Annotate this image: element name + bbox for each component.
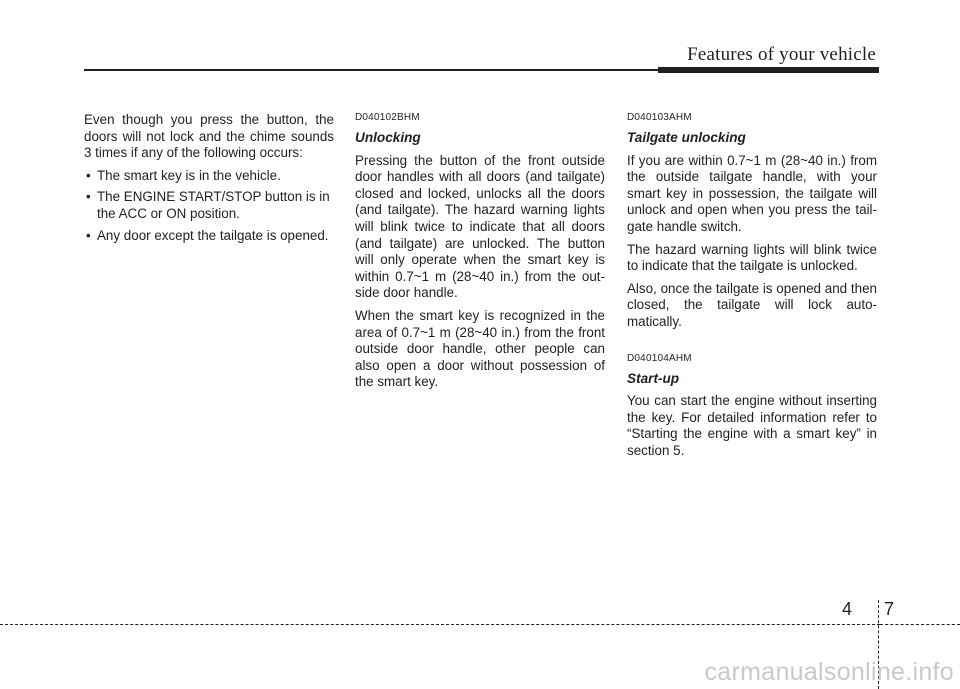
footer-rule bbox=[0, 624, 880, 625]
section-heading-unlocking: Unlocking bbox=[355, 130, 421, 145]
paragraph: You can start the engine without inserting the key. For detailed information refer to “Starting the engine with a smart key” in section 5. bbox=[627, 393, 877, 458]
paragraph: The hazard warning lights will blink twice to indicate that the tailgate is unlocked. bbox=[627, 241, 877, 274]
list-item: • Any door except the tailgate is opened. bbox=[84, 228, 334, 245]
column-2 bbox=[355, 112, 605, 397]
column-1 bbox=[84, 112, 334, 249]
section-code: D040103AHM bbox=[627, 112, 692, 123]
conditions-list bbox=[84, 168, 334, 244]
section-heading-tailgate-unlocking: Tailgate unlocking bbox=[627, 130, 746, 145]
paragraph: If you are within 0.7~1 m (28~40 in.) from the outside tailgate handle, with your smart key in possession, the tailgate will unlock and open when you press the tail-gate handle switch. bbox=[627, 152, 877, 234]
paragraph: When the smart key is recognized in the area of 0.7~1 m (28~40 in.) from the front outside door handle, other people can also open a door without possession of the smart key. bbox=[355, 307, 605, 390]
page-header-title: Features of your vehicle bbox=[687, 44, 876, 65]
section-number: 4 bbox=[842, 599, 853, 619]
intro-paragraph: Even though you press the button, the doors will not lock and the chime sounds 3 times if any of the following occurs: bbox=[84, 112, 334, 161]
page-number: 7 bbox=[884, 599, 895, 619]
section-code: D040102BHM bbox=[355, 112, 420, 123]
footer-rule-right bbox=[880, 624, 960, 625]
paragraph: Also, once the tailgate is opened and then closed, the tailgate will lock auto-matically. bbox=[627, 280, 877, 329]
list-item: • The ENGINE START/STOP button is in the ACC or ON position. bbox=[84, 189, 334, 222]
section-heading-start-up: Start-up bbox=[627, 370, 680, 386]
header-rule-accent bbox=[658, 67, 879, 73]
section-code: D040104AHM bbox=[627, 352, 692, 364]
column-3 bbox=[627, 112, 877, 466]
list-item: • The smart key is in the vehicle. bbox=[84, 168, 334, 185]
paragraph: Pressing the button of the front outside door handles with all doors (and tailgate) closed and locked, unlocks all the doors (and tailgate). The hazard warning lights will blink twice to indicate that all doors (and tailgate) are unlocked. The button will only operate when the smart key is within 0.7~1 m (28~40 in.) from the out-side door handle. bbox=[355, 152, 605, 301]
watermark: carmanualsonline.info bbox=[704, 658, 954, 686]
